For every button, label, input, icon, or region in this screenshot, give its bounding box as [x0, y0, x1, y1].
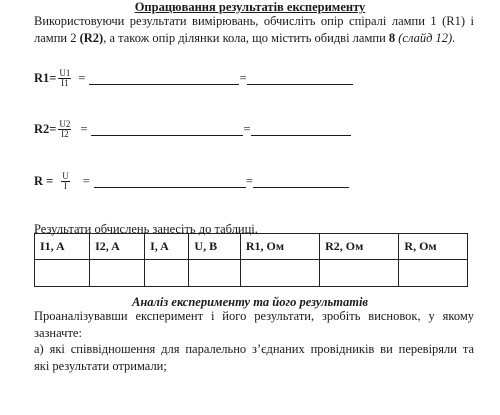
analysis-line-4: які результати отримали; — [34, 358, 167, 373]
formula-r2-fraction — [58, 120, 71, 139]
header-u: U, B — [189, 234, 240, 260]
cell-i2[interactable] — [90, 260, 145, 287]
header-i2: I2, A — [90, 234, 145, 260]
intro-paragraph — [34, 13, 474, 47]
cell-r[interactable] — [399, 260, 468, 287]
header-r: R, Ом — [399, 234, 468, 260]
formula-r1-numerator: U1 — [59, 67, 71, 78]
header-r1: R1, Ом — [240, 234, 319, 260]
formula-r1 — [34, 64, 353, 92]
analysis-line-3: а) які співвідношення для паралельно з’єднаних провідників ви перевіряли та — [34, 342, 474, 356]
analysis-line-2: зазначте: — [34, 325, 82, 340]
formula-r1-label: R1= — [34, 70, 57, 85]
formula-r-blank-2[interactable] — [253, 175, 349, 188]
intro-text: лампи 2 — [34, 31, 80, 45]
formula-r2-blank-1[interactable] — [91, 123, 243, 136]
intro-line-2 — [34, 30, 474, 47]
formula-r2 — [34, 115, 351, 143]
intro-line-1: Використовуючи результати вимірювань, обчисліть опір спіралі лампи 1 (R1) і — [34, 14, 474, 28]
formula-r2-numerator: U2 — [59, 118, 71, 129]
formula-r-denominator: I — [64, 180, 68, 191]
formula-r2-equals-2: = — [243, 121, 251, 136]
formula-r-blank-1[interactable] — [94, 175, 246, 188]
table-instruction: Результати обчислень занесіть до таблиці. — [34, 222, 258, 236]
formula-r1-equals-2: = — [239, 70, 247, 85]
formula-r1-equals-1: = — [78, 70, 86, 85]
intro-r2-bold: (R2) — [79, 31, 104, 45]
cell-u[interactable] — [189, 260, 240, 287]
page-title: Опрацювання результатів експерименту — [134, 0, 366, 14]
cell-r2[interactable] — [320, 260, 399, 287]
formula-r1-denominator: I1 — [61, 77, 69, 88]
intro-number-8: 8 — [388, 31, 396, 45]
formula-r2-equals-1: = — [80, 121, 88, 136]
intro-slide-ref: (слайд 12). — [395, 31, 456, 45]
analysis-paragraph — [34, 308, 474, 374]
section-title: Аналіз експерименту та його результатів — [131, 295, 369, 309]
table-row — [35, 260, 468, 287]
formula-r1-blank-2[interactable] — [247, 72, 353, 85]
header-r2: R2, Ом — [320, 234, 399, 260]
formula-r2-label: R2= — [34, 121, 57, 136]
formula-r-label: R = — [34, 173, 54, 188]
analysis-line-1: Проаналізувавши експеримент і його результати, зробіть висновок, у якому — [34, 309, 474, 323]
cell-i1[interactable] — [35, 260, 90, 287]
formula-r — [34, 167, 349, 195]
formula-r2-blank-2[interactable] — [251, 123, 351, 136]
results-table — [34, 233, 468, 287]
cell-i[interactable] — [145, 260, 189, 287]
header-i1: I1, A — [35, 234, 90, 260]
formula-r-equals-2: = — [245, 173, 253, 188]
results-table-header-row — [35, 234, 468, 260]
intro-text-2: , а також опір ділянки кола, що містить обидві лампи — [103, 31, 389, 45]
formula-r-fraction — [61, 172, 70, 191]
cell-r1[interactable] — [240, 260, 319, 287]
header-i: I, A — [145, 234, 189, 260]
formula-r1-fraction — [58, 69, 71, 88]
formula-r-equals-1: = — [82, 173, 90, 188]
formula-r1-blank-1[interactable] — [89, 72, 239, 85]
formula-r-numerator: U — [62, 170, 69, 181]
formula-r2-denominator: I2 — [61, 128, 69, 139]
